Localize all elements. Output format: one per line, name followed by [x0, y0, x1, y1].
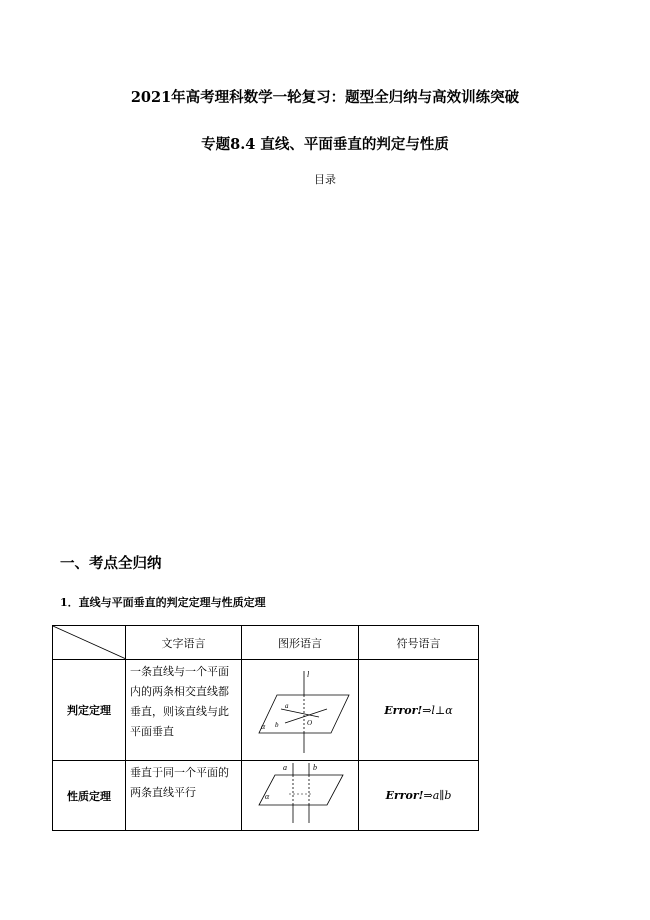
- symbol-result-text: ⇒a∥b: [423, 789, 452, 802]
- header-text-language: 文字语言: [126, 626, 242, 660]
- label-l: l: [307, 669, 310, 679]
- row-label-judgment: 判定定理: [53, 660, 126, 761]
- diagonal-line: [53, 626, 126, 659]
- figure-property: [242, 761, 359, 831]
- label-alpha: α: [265, 792, 270, 801]
- symbol-result-text: ⇒l⊥α: [422, 703, 453, 717]
- row-text-property: 垂直于同一个平面的两条直线平行: [126, 761, 242, 831]
- parallel-perpendicular-figure: [245, 761, 355, 827]
- document-subtitle: 专题8.4 直线、平面垂直的判定与性质: [201, 136, 449, 153]
- line-plane-perpendicular-figure: [245, 661, 355, 757]
- label-b: b: [313, 763, 317, 772]
- symbol-error-text: Error!: [385, 789, 424, 802]
- symbol-error-text: Error!: [384, 703, 423, 717]
- row-label-property: 性质定理: [53, 761, 126, 831]
- label-b: b: [275, 720, 279, 729]
- theorem-table: [52, 625, 479, 831]
- table-row: [53, 660, 479, 761]
- diagonal-header-cell: [53, 626, 126, 660]
- label-a: a: [285, 701, 289, 710]
- document-title: 2021年高考理科数学一轮复习：题型全归纳与高效训练突破: [130, 89, 520, 106]
- toc-label[interactable]: 目录: [314, 173, 336, 186]
- header-figure-language: 图形语言: [242, 626, 359, 660]
- figure-judgment: [242, 660, 359, 761]
- row-text-judgment: 一条直线与一个平面内的两条相交直线都垂直，则该直线与此平面垂直: [126, 660, 242, 761]
- table-row: [53, 761, 479, 831]
- label-O: O: [307, 718, 313, 727]
- table-header-row: [53, 626, 479, 660]
- label-a: a: [283, 763, 287, 772]
- symbol-property: [359, 761, 479, 831]
- subsection-heading: 1．直线与平面垂直的判定定理与性质定理: [60, 596, 266, 609]
- section-heading: 一、考点全归纳: [60, 555, 162, 572]
- header-symbol-language: 符号语言: [359, 626, 479, 660]
- label-alpha: α: [261, 721, 266, 731]
- symbol-judgment: [359, 660, 479, 761]
